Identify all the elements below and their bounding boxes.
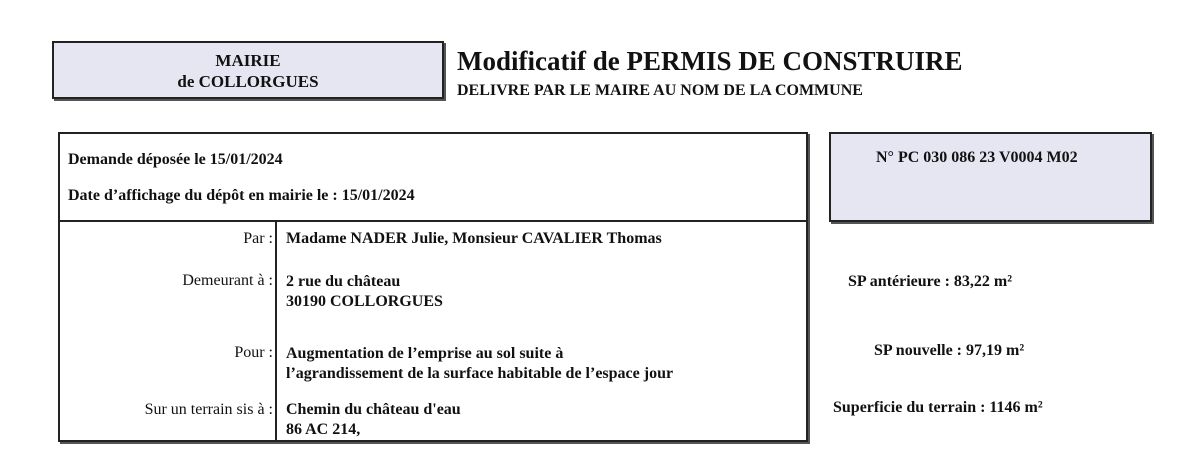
land-line2: 86 AC 214, <box>286 421 361 438</box>
display-date: Date d’affichage du dépôt en mairie le : 15/01/2024 <box>68 187 415 204</box>
page-subtitle: DELIVRE PAR LE MAIRE AU NOM DE LA COMMUNE <box>457 82 863 99</box>
sp-previous: SP antérieure : 83,22 m² <box>848 273 1013 290</box>
permit-number-box <box>829 132 1152 222</box>
applicant-label: Par : <box>243 230 273 247</box>
permit-number: N° PC 030 086 23 V0004 M02 <box>876 149 1078 166</box>
purpose-line1: Augmentation de l’emprise au sol suite à <box>286 345 564 362</box>
application-table <box>58 132 808 442</box>
purpose-label: Pour : <box>234 344 273 361</box>
land-line1: Chemin du château d'eau <box>286 401 461 418</box>
column-divider <box>275 222 277 440</box>
commune-label: de COLLORGUES <box>177 72 319 91</box>
land-label: Sur un terrain sis à : <box>144 401 273 418</box>
sp-new: SP nouvelle : 97,19 m² <box>874 342 1025 359</box>
address-line2: 30190 COLLORGUES <box>286 293 443 310</box>
mairie-label: MAIRIE <box>215 51 281 70</box>
page-title: Modificatif de PERMIS DE CONSTRUIRE <box>457 46 963 76</box>
applicant-value: Madame NADER Julie, Monsieur CAVALIER Thomas <box>286 230 662 247</box>
address-line1: 2 rue du château <box>286 273 401 290</box>
deposit-date: Demande déposée le 15/01/2024 <box>68 151 283 168</box>
application-dates <box>60 134 806 222</box>
purpose-line2: l’agrandissement de la surface habitable de l’espace jour <box>286 365 674 382</box>
mairie-box <box>52 41 444 99</box>
address-label: Demeurant à : <box>182 272 273 289</box>
land-area: Superficie du terrain : 1146 m² <box>833 399 1043 416</box>
